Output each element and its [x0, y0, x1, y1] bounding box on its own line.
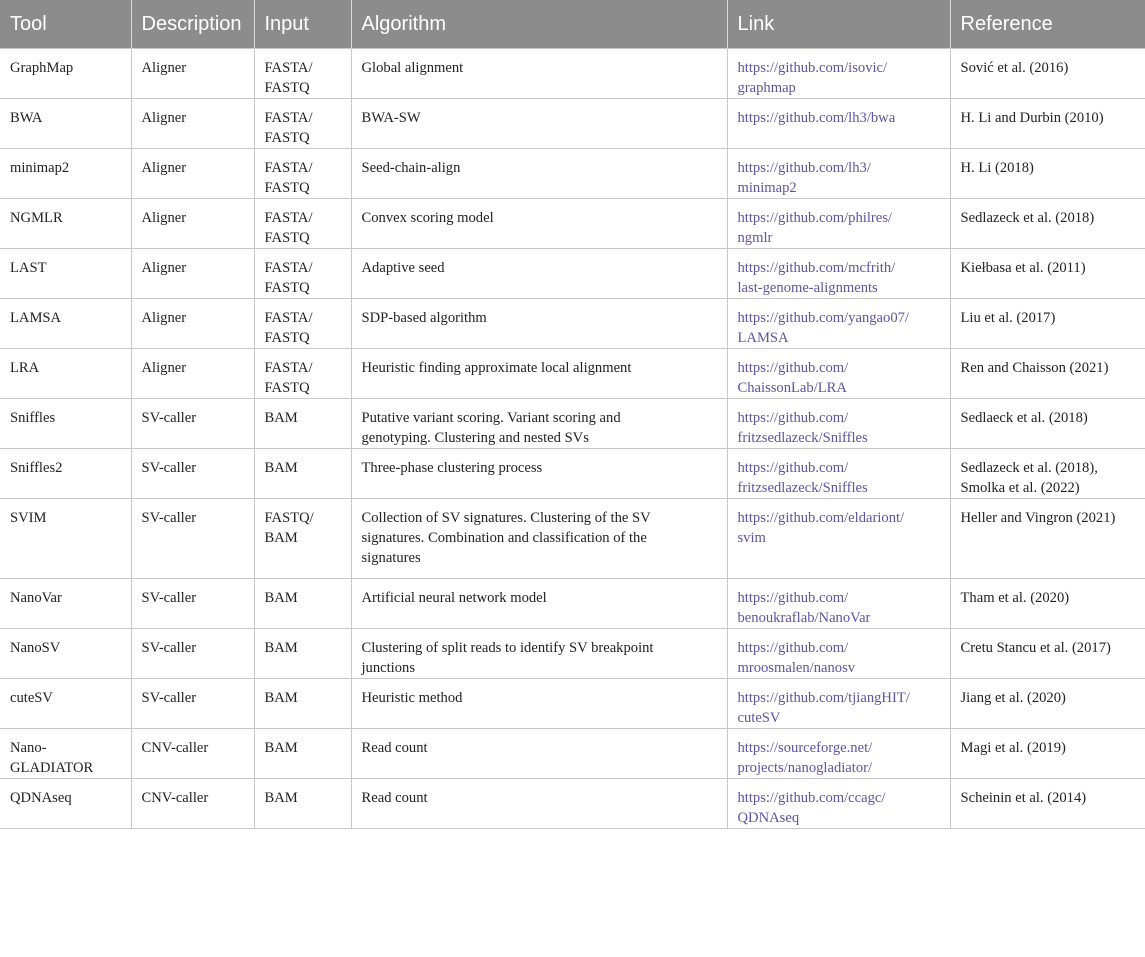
reference-text-line: Sović et al. (2016) [960, 60, 1069, 76]
tool-text-line: NanoSV [10, 640, 61, 656]
cell-tool [0, 249, 131, 299]
algorithm-text-line: SDP-based algorithm [361, 310, 487, 326]
input-text-line: BAM [264, 640, 298, 656]
cell-description [131, 249, 254, 299]
cell-description [131, 679, 254, 729]
tool-text-line: LAMSA [10, 310, 62, 326]
table-row [0, 499, 1145, 579]
link-text-line[interactable]: fritzsedlazeck/Sniffles [737, 480, 868, 496]
cell-algorithm [351, 399, 727, 449]
description-text-line: SV-caller [141, 590, 197, 606]
table-row [0, 299, 1145, 349]
algorithm-text-line: signatures [361, 550, 421, 566]
description-text-line: SV-caller [141, 690, 197, 706]
table-row [0, 449, 1145, 499]
link-text-line[interactable]: mroosmalen/nanosv [737, 660, 856, 676]
link-text-line[interactable]: https://github.com/mcfrith/ [737, 260, 896, 276]
tool-text-line: GraphMap [10, 60, 74, 76]
description-text-line: SV-caller [141, 510, 197, 526]
cell-description [131, 449, 254, 499]
link-text-line[interactable]: minimap2 [737, 180, 797, 196]
cell-description [131, 199, 254, 249]
cell-description [131, 579, 254, 629]
cell-link[interactable] [727, 199, 950, 249]
description-text-line: Aligner [141, 60, 187, 76]
cell-algorithm [351, 729, 727, 779]
link-text-line[interactable]: projects/nanogladiator/ [737, 760, 873, 776]
reference-text-line: Smolka et al. (2022) [960, 480, 1080, 496]
link-text-line[interactable]: https://github.com/ [737, 360, 849, 376]
reference-text-line: Tham et al. (2020) [960, 590, 1070, 606]
cell-input [254, 629, 351, 679]
cell-reference [950, 299, 1145, 349]
algorithm-text-line: Putative variant scoring. Variant scoring and [361, 410, 621, 426]
table-row [0, 199, 1145, 249]
cell-link[interactable] [727, 399, 950, 449]
header-tool: Tool [0, 0, 131, 49]
tool-text-line: Sniffles2 [10, 460, 63, 476]
cell-tool [0, 449, 131, 499]
cell-reference [950, 49, 1145, 99]
cell-input [254, 499, 351, 579]
link-text-line[interactable]: svim [737, 530, 766, 546]
algorithm-text-line: Artificial neural network model [361, 590, 547, 606]
input-text-line: FASTQ [264, 180, 310, 196]
cell-algorithm [351, 579, 727, 629]
input-text-line: FASTQ/ [264, 510, 314, 526]
description-text-line: Aligner [141, 210, 187, 226]
reference-text-line: H. Li (2018) [960, 160, 1034, 176]
table-row [0, 729, 1145, 779]
cell-tool [0, 779, 131, 829]
table-row [0, 679, 1145, 729]
cell-input [254, 199, 351, 249]
algorithm-text-line: junctions [361, 660, 416, 676]
algorithm-text-line: Convex scoring model [361, 210, 494, 226]
cell-tool [0, 349, 131, 399]
cell-description [131, 349, 254, 399]
table-body [0, 49, 1145, 829]
cell-tool [0, 399, 131, 449]
description-text-line: Aligner [141, 360, 187, 376]
cell-tool [0, 729, 131, 779]
cell-description [131, 629, 254, 679]
cell-description [131, 399, 254, 449]
cell-link[interactable] [727, 499, 950, 579]
description-text-line: Aligner [141, 110, 187, 126]
table-row [0, 349, 1145, 399]
cell-algorithm [351, 199, 727, 249]
algorithm-text-line: Seed-chain-align [361, 160, 461, 176]
cell-link[interactable] [727, 49, 950, 99]
cell-algorithm [351, 249, 727, 299]
input-text-line: FASTA/ [264, 360, 313, 376]
link-text-line[interactable]: last-genome-alignments [737, 280, 878, 296]
link-text-line[interactable]: https://sourceforge.net/ [737, 740, 873, 756]
table-row [0, 149, 1145, 199]
link-text-line[interactable]: https://github.com/yangao07/ [737, 310, 909, 326]
algorithm-text-line: Global alignment [361, 60, 464, 76]
cell-input [254, 249, 351, 299]
header-reference: Reference [950, 0, 1145, 49]
header-link: Link [727, 0, 950, 49]
description-text-line: Aligner [141, 260, 187, 276]
cell-input [254, 679, 351, 729]
description-text-line: SV-caller [141, 640, 197, 656]
cell-description [131, 299, 254, 349]
cell-reference [950, 779, 1145, 829]
cell-reference [950, 199, 1145, 249]
header-row [0, 0, 1145, 49]
algorithm-text-line: Adaptive seed [361, 260, 445, 276]
input-text-line: FASTQ [264, 230, 310, 246]
cell-algorithm [351, 779, 727, 829]
table-row [0, 629, 1145, 679]
cell-algorithm [351, 499, 727, 579]
table-header [0, 0, 1145, 49]
algorithm-text-line: Three-phase clustering process [361, 460, 543, 476]
reference-text-line: Heller and Vingron (2021) [960, 510, 1116, 526]
cell-reference [950, 149, 1145, 199]
cell-tool [0, 499, 131, 579]
input-text-line: FASTQ [264, 280, 310, 296]
input-text-line: BAM [264, 410, 298, 426]
algorithm-text-line: Read count [361, 740, 428, 756]
reference-text-line: Ren and Chaisson (2021) [960, 360, 1109, 376]
tool-text-line: minimap2 [10, 160, 70, 176]
cell-link[interactable] [727, 99, 950, 149]
link-text-line[interactable]: ChaissonLab/LRA [737, 380, 847, 396]
algorithm-text-line: BWA-SW [361, 110, 421, 126]
input-text-line: FASTQ [264, 80, 310, 96]
cell-link[interactable] [727, 349, 950, 399]
cell-reference [950, 349, 1145, 399]
reference-text-line: Cretu Stancu et al. (2017) [960, 640, 1111, 656]
header-input: Input [254, 0, 351, 49]
table-row [0, 399, 1145, 449]
cell-input [254, 449, 351, 499]
input-text-line: BAM [264, 460, 298, 476]
description-text-line: CNV-caller [141, 740, 209, 756]
link-text-line[interactable]: cuteSV [737, 710, 781, 726]
link-text-line[interactable]: benoukraflab/NanoVar [737, 610, 871, 626]
input-text-line: FASTQ [264, 330, 310, 346]
input-text-line: FASTA/ [264, 210, 313, 226]
tool-text-line: cuteSV [10, 690, 53, 706]
cell-description [131, 49, 254, 99]
algorithm-text-line: Read count [361, 790, 428, 806]
input-text-line: BAM [264, 740, 298, 756]
input-text-line: FASTA/ [264, 60, 313, 76]
input-text-line: BAM [264, 530, 298, 546]
cell-description [131, 149, 254, 199]
description-text-line: SV-caller [141, 460, 197, 476]
reference-text-line: Jiang et al. (2020) [960, 690, 1066, 706]
table-row [0, 99, 1145, 149]
algorithm-text-line: genotyping. Clustering and nested SVs [361, 430, 589, 446]
link-text-line[interactable]: https://github.com/ [737, 460, 849, 476]
link-text-line[interactable]: https://github.com/eldariont/ [737, 510, 905, 526]
cell-tool [0, 579, 131, 629]
description-text-line: CNV-caller [141, 790, 209, 806]
input-text-line: FASTQ [264, 130, 310, 146]
reference-text-line: H. Li and Durbin (2010) [960, 110, 1104, 126]
input-text-line: FASTA/ [264, 110, 313, 126]
tool-text-line: SVIM [10, 510, 47, 526]
cell-reference [950, 499, 1145, 579]
input-text-line: BAM [264, 590, 298, 606]
description-text-line: SV-caller [141, 410, 197, 426]
link-text-line[interactable]: https://github.com/ccagc/ [737, 790, 886, 806]
table-row [0, 579, 1145, 629]
cell-description [131, 779, 254, 829]
link-text-line[interactable]: https://github.com/ [737, 410, 849, 426]
input-text-line: FASTA/ [264, 310, 313, 326]
link-text-line[interactable]: ngmlr [737, 230, 773, 246]
algorithm-text-line: Heuristic finding approximate local alignment [361, 360, 632, 376]
cell-link[interactable] [727, 579, 950, 629]
cell-algorithm [351, 49, 727, 99]
cell-link[interactable] [727, 249, 950, 299]
input-text-line: FASTA/ [264, 160, 313, 176]
cell-reference [950, 679, 1145, 729]
cell-tool [0, 199, 131, 249]
input-text-line: BAM [264, 690, 298, 706]
cell-input [254, 299, 351, 349]
table-row [0, 779, 1145, 829]
cell-description [131, 99, 254, 149]
cell-tool [0, 149, 131, 199]
link-text-line[interactable]: https://github.com/tjiangHIT/ [737, 690, 910, 706]
reference-text-line: Sedlazeck et al. (2018) [960, 210, 1095, 226]
link-text-line[interactable]: fritzsedlazeck/Sniffles [737, 430, 868, 446]
cell-reference [950, 249, 1145, 299]
cell-algorithm [351, 449, 727, 499]
tool-text-line: BWA [10, 110, 43, 126]
link-text-line[interactable]: LAMSA [737, 330, 789, 346]
cell-algorithm [351, 679, 727, 729]
cell-link[interactable] [727, 679, 950, 729]
cell-input [254, 579, 351, 629]
link-text-line[interactable]: QDNAseq [737, 810, 800, 826]
cell-link[interactable] [727, 449, 950, 499]
tool-text-line: NGMLR [10, 210, 63, 226]
table-row [0, 49, 1145, 99]
cell-reference [950, 729, 1145, 779]
cell-tool [0, 629, 131, 679]
cell-reference [950, 99, 1145, 149]
cell-description [131, 499, 254, 579]
cell-algorithm [351, 349, 727, 399]
link-text-line[interactable]: https://github.com/ [737, 640, 849, 656]
input-text-line: BAM [264, 790, 298, 806]
tool-text-line: LRA [10, 360, 40, 376]
tool-text-line: Nano- [10, 740, 47, 756]
reference-text-line: Magi et al. (2019) [960, 740, 1066, 756]
cell-input [254, 729, 351, 779]
cell-link[interactable] [727, 299, 950, 349]
header-algorithm: Algorithm [351, 0, 727, 49]
reference-text-line: Liu et al. (2017) [960, 310, 1056, 326]
cell-reference [950, 629, 1145, 679]
link-text-line[interactable]: https://github.com/lh3/ [737, 160, 871, 176]
cell-input [254, 779, 351, 829]
algorithm-text-line: signatures. Combination and classification of the [361, 530, 647, 546]
cell-tool [0, 49, 131, 99]
link-text-line[interactable]: https://github.com/lh3/bwa [737, 110, 896, 126]
cell-tool [0, 99, 131, 149]
cell-tool [0, 299, 131, 349]
algorithm-text-line: Clustering of split reads to identify SV breakpoint [361, 640, 654, 656]
cell-description [131, 729, 254, 779]
link-text-line[interactable]: https://github.com/ [737, 590, 849, 606]
tool-text-line: QDNAseq [10, 790, 72, 806]
algorithm-text-line: Collection of SV signatures. Clustering of the SV [361, 510, 651, 526]
tool-text-line: LAST [10, 260, 47, 276]
cell-link[interactable] [727, 779, 950, 829]
cell-algorithm [351, 629, 727, 679]
cell-input [254, 99, 351, 149]
description-text-line: Aligner [141, 160, 187, 176]
header-description: Description [131, 0, 254, 49]
cell-reference [950, 579, 1145, 629]
cell-input [254, 399, 351, 449]
cell-link[interactable] [727, 149, 950, 199]
tool-text-line: Sniffles [10, 410, 56, 426]
link-text-line[interactable]: https://github.com/isovic/ [737, 60, 888, 76]
link-text-line[interactable]: graphmap [737, 80, 796, 96]
input-text-line: FASTA/ [264, 260, 313, 276]
cell-input [254, 349, 351, 399]
cell-algorithm [351, 99, 727, 149]
reference-text-line: Sedlazeck et al. (2018), [960, 460, 1098, 476]
cell-tool [0, 679, 131, 729]
reference-text-line: Kiełbasa et al. (2011) [960, 260, 1086, 276]
input-text-line: FASTQ [264, 380, 310, 396]
cell-input [254, 49, 351, 99]
tool-text-line: GLADIATOR [10, 760, 94, 776]
cell-input [254, 149, 351, 199]
tool-text-line: NanoVar [10, 590, 62, 606]
reference-text-line: Scheinin et al. (2014) [960, 790, 1087, 806]
cell-link[interactable] [727, 729, 950, 779]
cell-link[interactable] [727, 629, 950, 679]
algorithm-text-line: Heuristic method [361, 690, 463, 706]
description-text-line: Aligner [141, 310, 187, 326]
table-row [0, 249, 1145, 299]
reference-text-line: Sedlaeck et al. (2018) [960, 410, 1088, 426]
cell-algorithm [351, 299, 727, 349]
link-text-line[interactable]: https://github.com/philres/ [737, 210, 892, 226]
cell-reference [950, 399, 1145, 449]
cell-algorithm [351, 149, 727, 199]
cell-reference [950, 449, 1145, 499]
